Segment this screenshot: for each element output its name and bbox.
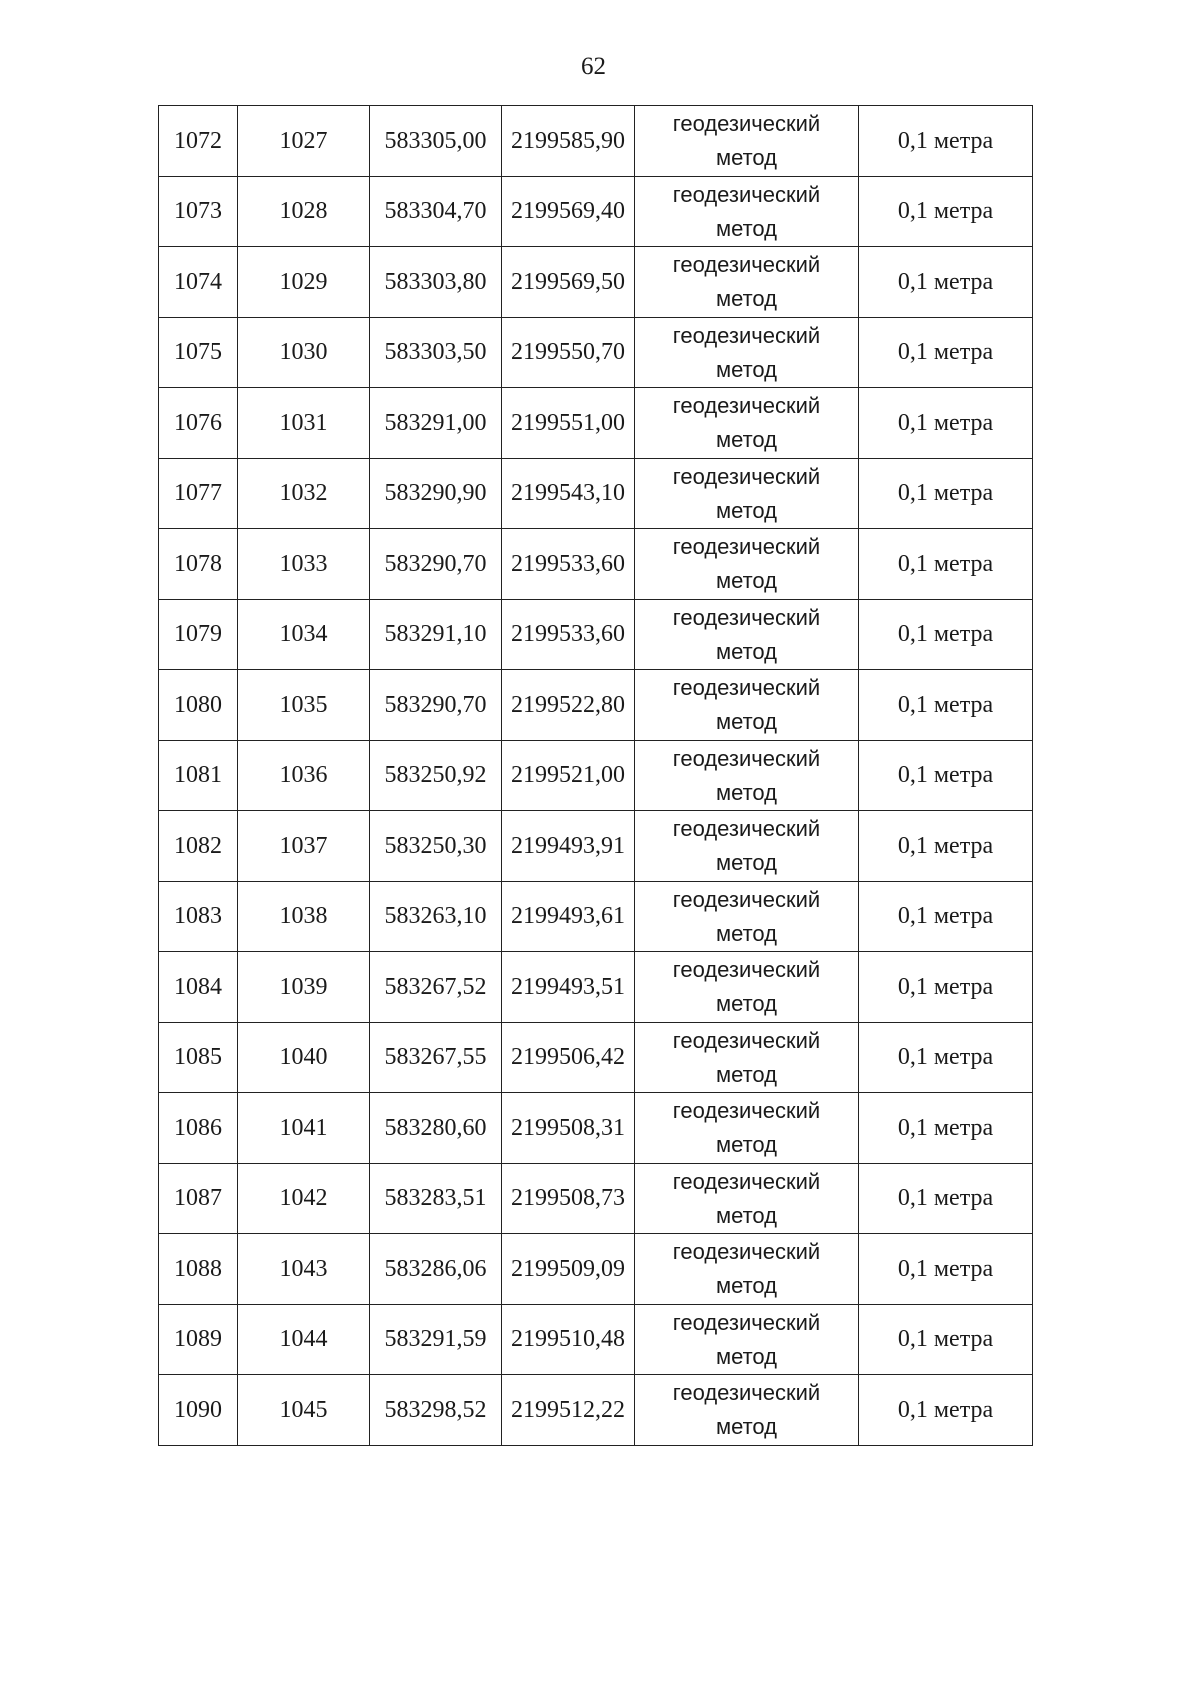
cell-point-number: 1085 xyxy=(159,1022,238,1093)
method-line-1: геодезический xyxy=(672,1098,821,1123)
cell-accuracy: 0,1 метра xyxy=(859,670,1033,741)
cell-coordinate-y: 2199522,80 xyxy=(502,670,635,741)
cell-parcel-point-number: 1039 xyxy=(238,952,370,1023)
table-row xyxy=(159,1234,1033,1305)
method-line-1: геодезический xyxy=(672,252,821,277)
cell-accuracy: 0,1 метра xyxy=(859,1022,1033,1093)
method-line-2: метод xyxy=(715,1132,778,1157)
cell-point-number: 1086 xyxy=(159,1093,238,1164)
method-line-2: метод xyxy=(715,1202,778,1228)
table-row xyxy=(159,1375,1033,1446)
cell-method xyxy=(635,1304,859,1375)
method-line-2: метод xyxy=(715,1273,778,1298)
cell-method xyxy=(635,1375,859,1446)
method-line-1: геодезический xyxy=(672,1027,821,1053)
table-row xyxy=(159,1022,1033,1093)
cell-accuracy: 0,1 метра xyxy=(859,1093,1033,1164)
cell-accuracy: 0,1 метра xyxy=(859,1304,1033,1375)
method-line-2: метод xyxy=(715,709,778,734)
cell-coordinate-x: 583290,90 xyxy=(370,458,502,529)
cell-point-number: 1075 xyxy=(159,317,238,388)
cell-point-number: 1089 xyxy=(159,1304,238,1375)
method-line-2: метод xyxy=(715,638,778,664)
cell-point-number: 1073 xyxy=(159,176,238,247)
cell-parcel-point-number: 1043 xyxy=(238,1234,370,1305)
method-line-2: метод xyxy=(715,427,778,452)
method-line-2: метод xyxy=(715,1414,778,1439)
method-line-2: метод xyxy=(715,215,778,241)
cell-accuracy: 0,1 метра xyxy=(859,106,1033,177)
cell-coordinate-x: 583263,10 xyxy=(370,881,502,952)
method-line-2: метод xyxy=(715,286,778,311)
method-line-1: геодезический xyxy=(672,534,821,559)
cell-accuracy: 0,1 метра xyxy=(859,1375,1033,1446)
cell-parcel-point-number: 1038 xyxy=(238,881,370,952)
table-row xyxy=(159,881,1033,952)
table-row xyxy=(159,670,1033,741)
cell-accuracy: 0,1 метра xyxy=(859,529,1033,600)
cell-accuracy: 0,1 метра xyxy=(859,740,1033,811)
method-line-1: геодезический xyxy=(672,957,821,982)
table-row xyxy=(159,952,1033,1023)
method-line-2: метод xyxy=(715,991,778,1016)
cell-point-number: 1078 xyxy=(159,529,238,600)
cell-coordinate-y: 2199512,22 xyxy=(502,1375,635,1446)
cell-coordinate-x: 583286,06 xyxy=(370,1234,502,1305)
cell-method xyxy=(635,247,859,318)
cell-accuracy: 0,1 метра xyxy=(859,952,1033,1023)
cell-accuracy: 0,1 метра xyxy=(859,388,1033,459)
cell-coordinate-y: 2199533,60 xyxy=(502,529,635,600)
cell-coordinate-y: 2199569,50 xyxy=(502,247,635,318)
cell-accuracy: 0,1 метра xyxy=(859,1163,1033,1234)
cell-method xyxy=(635,106,859,177)
cell-coordinate-y: 2199506,42 xyxy=(502,1022,635,1093)
cell-accuracy: 0,1 метра xyxy=(859,811,1033,882)
cell-coordinate-y: 2199551,00 xyxy=(502,388,635,459)
method-line-1: геодезический xyxy=(672,322,821,348)
cell-coordinate-y: 2199585,90 xyxy=(502,106,635,177)
table-row xyxy=(159,811,1033,882)
table-row xyxy=(159,1163,1033,1234)
cell-point-number: 1072 xyxy=(159,106,238,177)
cell-coordinate-x: 583291,10 xyxy=(370,599,502,670)
cell-coordinate-x: 583298,52 xyxy=(370,1375,502,1446)
cell-parcel-point-number: 1030 xyxy=(238,317,370,388)
cell-parcel-point-number: 1032 xyxy=(238,458,370,529)
method-line-2: метод xyxy=(715,779,778,805)
cell-method xyxy=(635,599,859,670)
cell-coordinate-y: 2199493,51 xyxy=(502,952,635,1023)
method-line-1: геодезический xyxy=(672,1168,821,1194)
cell-point-number: 1080 xyxy=(159,670,238,741)
cell-coordinate-x: 583250,92 xyxy=(370,740,502,811)
cell-coordinate-y: 2199508,73 xyxy=(502,1163,635,1234)
table-row xyxy=(159,106,1033,177)
method-line-2: метод xyxy=(715,356,778,382)
cell-parcel-point-number: 1044 xyxy=(238,1304,370,1375)
cell-parcel-point-number: 1042 xyxy=(238,1163,370,1234)
cell-coordinate-y: 2199508,31 xyxy=(502,1093,635,1164)
cell-coordinate-y: 2199533,60 xyxy=(502,599,635,670)
method-line-1: геодезический xyxy=(672,604,821,630)
cell-point-number: 1074 xyxy=(159,247,238,318)
method-line-1: геодезический xyxy=(672,1380,821,1405)
cell-coordinate-y: 2199569,40 xyxy=(502,176,635,247)
cell-method xyxy=(635,1093,859,1164)
method-line-1: геодезический xyxy=(672,1239,821,1264)
cell-point-number: 1083 xyxy=(159,881,238,952)
method-line-1: геодезический xyxy=(672,1309,821,1335)
method-line-1: геодезический xyxy=(672,816,821,841)
cell-accuracy: 0,1 метра xyxy=(859,176,1033,247)
cell-accuracy: 0,1 метра xyxy=(859,881,1033,952)
table-row xyxy=(159,317,1033,388)
cell-coordinate-y: 2199493,61 xyxy=(502,881,635,952)
cell-parcel-point-number: 1028 xyxy=(238,176,370,247)
cell-point-number: 1082 xyxy=(159,811,238,882)
method-line-1: геодезический xyxy=(672,463,821,489)
cell-parcel-point-number: 1040 xyxy=(238,1022,370,1093)
method-line-1: геодезический xyxy=(672,393,821,418)
cell-coordinate-y: 2199493,91 xyxy=(502,811,635,882)
cell-coordinate-x: 583250,30 xyxy=(370,811,502,882)
cell-parcel-point-number: 1035 xyxy=(238,670,370,741)
cell-coordinate-x: 583280,60 xyxy=(370,1093,502,1164)
method-line-1: геодезический xyxy=(672,111,821,136)
cell-parcel-point-number: 1036 xyxy=(238,740,370,811)
cell-parcel-point-number: 1031 xyxy=(238,388,370,459)
cell-method xyxy=(635,740,859,811)
cell-point-number: 1076 xyxy=(159,388,238,459)
table-row xyxy=(159,1093,1033,1164)
cell-coordinate-x: 583303,50 xyxy=(370,317,502,388)
cell-point-number: 1087 xyxy=(159,1163,238,1234)
cell-coordinate-x: 583267,52 xyxy=(370,952,502,1023)
cell-point-number: 1079 xyxy=(159,599,238,670)
cell-method xyxy=(635,670,859,741)
table-row xyxy=(159,458,1033,529)
cell-accuracy: 0,1 метра xyxy=(859,247,1033,318)
cell-accuracy: 0,1 метра xyxy=(859,317,1033,388)
cell-method xyxy=(635,529,859,600)
table-row xyxy=(159,176,1033,247)
cell-point-number: 1081 xyxy=(159,740,238,811)
cell-coordinate-x: 583304,70 xyxy=(370,176,502,247)
cell-method xyxy=(635,1234,859,1305)
cell-parcel-point-number: 1029 xyxy=(238,247,370,318)
method-line-2: метод xyxy=(715,1343,778,1369)
method-line-2: метод xyxy=(715,1061,778,1087)
cell-point-number: 1088 xyxy=(159,1234,238,1305)
cell-coordinate-x: 583291,59 xyxy=(370,1304,502,1375)
cell-coordinate-x: 583305,00 xyxy=(370,106,502,177)
cell-parcel-point-number: 1041 xyxy=(238,1093,370,1164)
cell-point-number: 1077 xyxy=(159,458,238,529)
cell-method xyxy=(635,1022,859,1093)
method-line-2: метод xyxy=(715,497,778,523)
cell-coordinate-y: 2199543,10 xyxy=(502,458,635,529)
cell-coordinate-x: 583290,70 xyxy=(370,670,502,741)
cell-accuracy: 0,1 метра xyxy=(859,1234,1033,1305)
cell-coordinate-y: 2199510,48 xyxy=(502,1304,635,1375)
cell-method xyxy=(635,176,859,247)
cell-coordinate-x: 583283,51 xyxy=(370,1163,502,1234)
cell-method xyxy=(635,388,859,459)
method-line-2: метод xyxy=(715,568,778,593)
cell-point-number: 1090 xyxy=(159,1375,238,1446)
method-line-1: геодезический xyxy=(672,181,821,207)
method-line-2: метод xyxy=(715,920,778,946)
cell-method xyxy=(635,811,859,882)
cell-point-number: 1084 xyxy=(159,952,238,1023)
cell-parcel-point-number: 1045 xyxy=(238,1375,370,1446)
cell-parcel-point-number: 1034 xyxy=(238,599,370,670)
cell-method xyxy=(635,317,859,388)
cell-coordinate-y: 2199550,70 xyxy=(502,317,635,388)
page-number: 62 xyxy=(581,53,606,80)
method-line-1: геодезический xyxy=(672,886,821,912)
cell-method xyxy=(635,458,859,529)
cell-method xyxy=(635,952,859,1023)
cell-parcel-point-number: 1033 xyxy=(238,529,370,600)
cell-accuracy: 0,1 метра xyxy=(859,458,1033,529)
cell-coordinate-y: 2199521,00 xyxy=(502,740,635,811)
cell-coordinate-x: 583291,00 xyxy=(370,388,502,459)
cell-accuracy: 0,1 метра xyxy=(859,599,1033,670)
table-row xyxy=(159,388,1033,459)
table-row xyxy=(159,599,1033,670)
method-line-2: метод xyxy=(715,850,778,875)
table-row xyxy=(159,247,1033,318)
table-row xyxy=(159,1304,1033,1375)
method-line-1: геодезический xyxy=(672,745,821,771)
table-row xyxy=(159,529,1033,600)
cell-parcel-point-number: 1037 xyxy=(238,811,370,882)
cell-method xyxy=(635,1163,859,1234)
method-line-2: метод xyxy=(715,145,778,170)
cell-coordinate-x: 583267,55 xyxy=(370,1022,502,1093)
cell-parcel-point-number: 1027 xyxy=(238,106,370,177)
table-row xyxy=(159,740,1033,811)
coordinates-table xyxy=(158,105,1033,1446)
method-line-1: геодезический xyxy=(672,675,821,700)
cell-coordinate-x: 583303,80 xyxy=(370,247,502,318)
coordinates-table-body xyxy=(159,106,1033,1446)
cell-method xyxy=(635,881,859,952)
cell-coordinate-y: 2199509,09 xyxy=(502,1234,635,1305)
cell-coordinate-x: 583290,70 xyxy=(370,529,502,600)
